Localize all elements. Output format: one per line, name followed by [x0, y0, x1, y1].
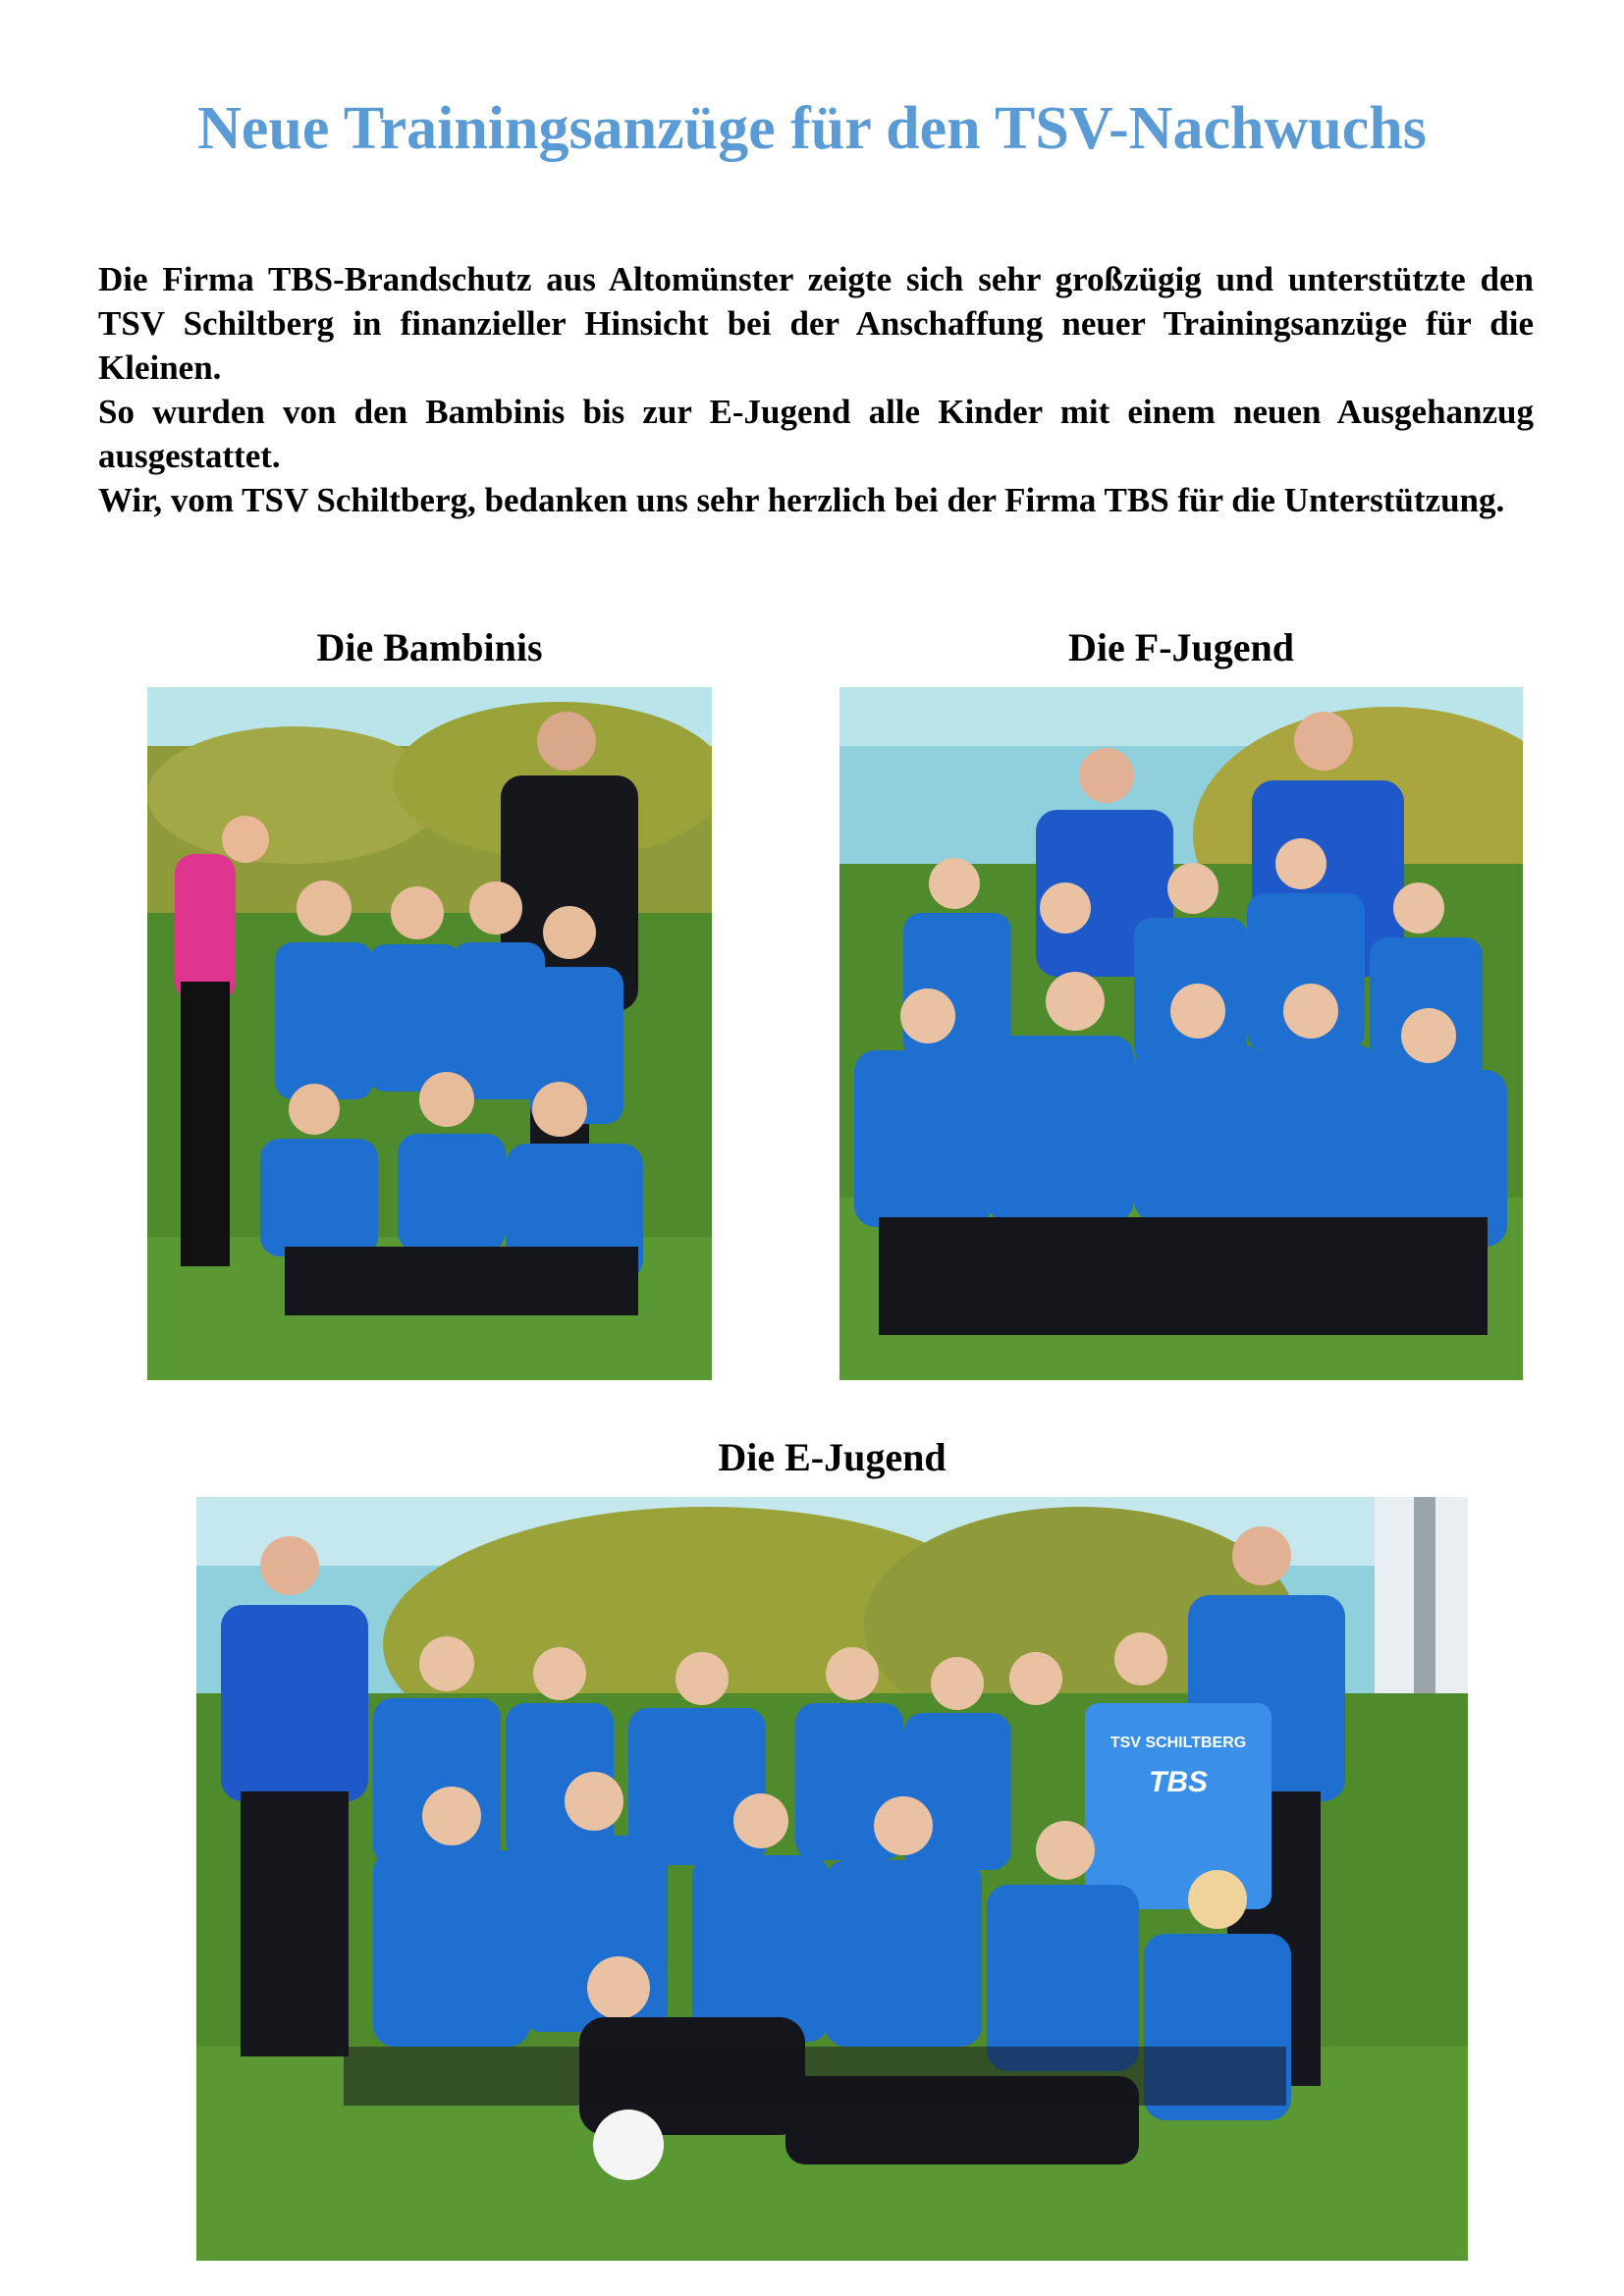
photo-f-jugend-graphic — [839, 687, 1523, 1380]
paragraph: Wir, vom TSV Schiltberg, bedanken uns sehr herzlich bei der Firma TBS für die Unterstützung. — [98, 481, 1505, 519]
paragraph: So wurden von den Bambinis bis zur E-Jugend alle Kinder mit einem neuen Ausgehanzug ausgestattet. — [98, 393, 1534, 475]
page-title: Neue Trainingsanzüge für den TSV-Nachwuchs — [197, 95, 1427, 162]
article-body — [98, 257, 1534, 522]
caption-bambinis: Die Bambinis — [316, 625, 543, 669]
photo-f-jugend — [839, 687, 1523, 1380]
jersey-club-text: TSV SCHILTBERG — [1110, 1735, 1247, 1751]
paragraph: Die Firma TBS-Brandschutz aus Altomünster zeigte sich sehr großzügig und unterstützte den TSV Schiltberg in finanzieller Hinsicht bei der Anschaffung neuer Trainingsanzüge für die Kleinen. — [98, 260, 1534, 387]
caption-f-jugend: Die F-Jugend — [1068, 625, 1294, 669]
photo-bambinis — [147, 687, 712, 1380]
photo-e-jugend-graphic — [196, 1497, 1468, 2261]
jersey-sponsor-logo: TBS — [1149, 1766, 1208, 1798]
photo-e-jugend — [196, 1497, 1468, 2261]
caption-e-jugend: Die E-Jugend — [718, 1435, 947, 1479]
photo-bambinis-graphic — [147, 687, 712, 1380]
